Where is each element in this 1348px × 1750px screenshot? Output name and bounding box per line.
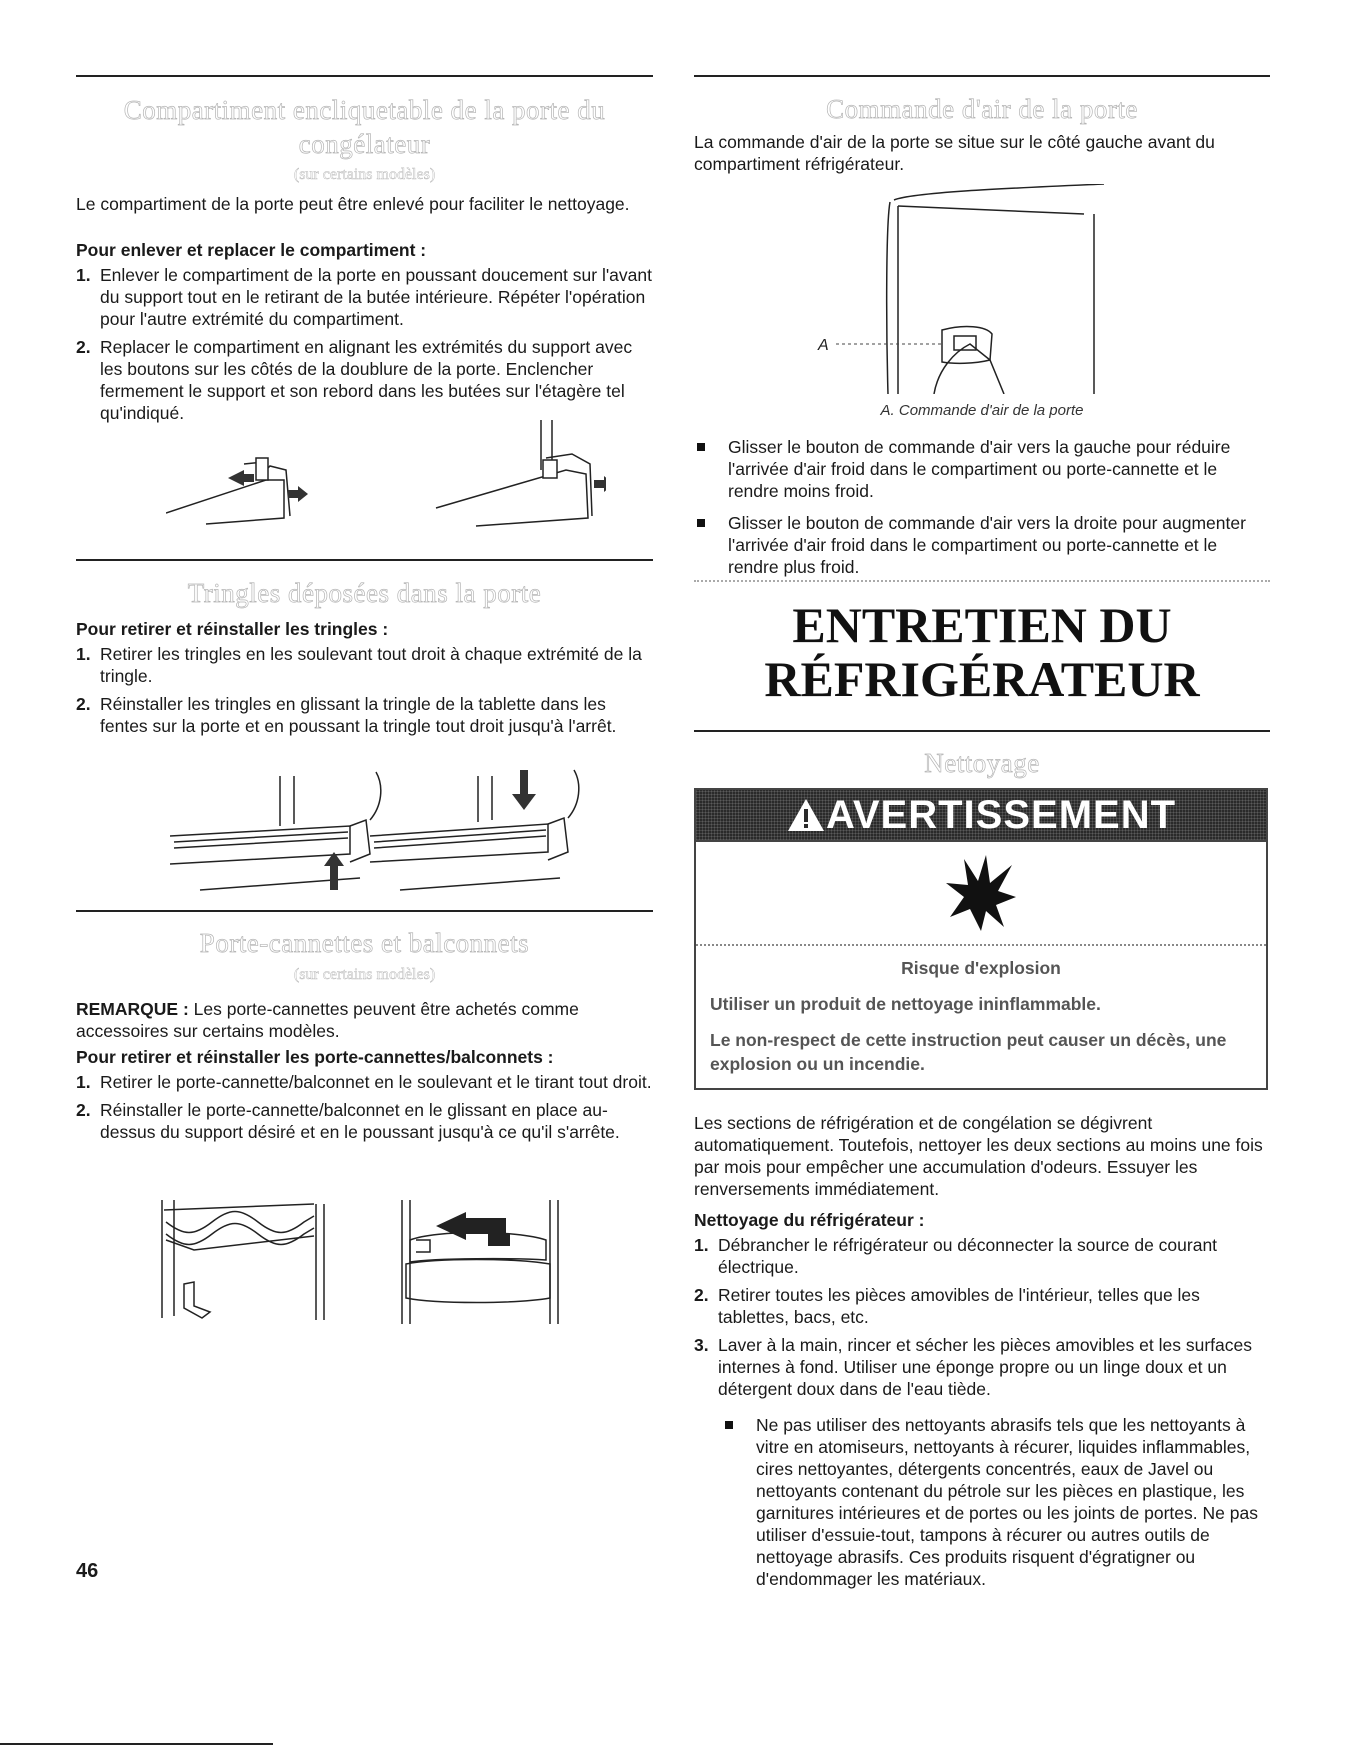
- list-item: 2. Réinstaller le porte-cannette/balconnet en le glissant en place au-dessus du support désiré et en le poussant jusqu'à ce qu'il s'arrête.: [76, 1100, 620, 1142]
- section-title-cont: congélateur: [298, 129, 431, 159]
- section-subtitle: (sur certains modèles): [293, 166, 436, 183]
- list-item: 3. Laver à la main, rincer et sécher les pièces amovibles et les surfaces internes à fond. Utiliser une éponge propre ou un linge doux et un détergent doux dans de l'eau tiède.: [694, 1335, 1252, 1399]
- warning-title: AVERTISSEMENT: [825, 792, 1177, 837]
- footer-rule: [0, 1743, 273, 1745]
- list-item: Ne pas utiliser des nettoyants abrasifs tels que les nettoyants à vitre en atomiseurs, nettoyants à récurer, liquides inflammables, cires nettoyantes, détergents concentrés, eaux de Javel ou nettoyants contenant du pétrole sur les pièces en plastique, les garnitures intérieures et de portes ou les joints de portes. Ne pas utiliser d'essuie-tout, tampons à récurer ou autres outils de nettoyage abrasifs. Ces produits risquent d'égratigner ou d'endommager les matériaux.: [722, 1414, 1270, 1590]
- section-title: Commande d'air de la porte: [826, 94, 1138, 124]
- list-item: 2. Replacer le compartiment en alignant les extrémités du support avec les boutons sur les côtés de la doublure de la porte. Enclencher fermement le support et son rebord dans les butées sur l'étagère tel qu'indiqué.: [76, 337, 633, 423]
- section-title: Compartiment encliquetable de la porte du: [123, 95, 606, 125]
- steps-list: [76, 643, 653, 743]
- warning-text: [696, 946, 1266, 1088]
- door-rail-illustration: [170, 766, 590, 896]
- section-intro: La commande d'air de la porte se situe sur le côté gauche avant du compartiment réfrigérateur.: [694, 132, 1215, 174]
- steps-list: [76, 1071, 653, 1149]
- chapter-title: ENTRETIEN DU: [792, 597, 1172, 653]
- section-divider: [694, 730, 1270, 732]
- warning-header: [696, 790, 1266, 840]
- remark: REMARQUE : Les porte-cannettes peuvent être achetés comme accessoires sur certains modèles.: [76, 999, 579, 1041]
- warning-risk: Risque d'explosion: [901, 958, 1061, 978]
- list-item: 1. Retirer le porte-cannette/balconnet en le soulevant et le tirant tout droit.: [76, 1072, 652, 1092]
- section-title: Nettoyage: [924, 748, 1040, 778]
- warning-line: Utiliser un produit de nettoyage ininflammable.: [710, 994, 1101, 1014]
- list-item: 1. Débrancher le réfrigérateur ou déconnecter la source de courant électrique.: [694, 1235, 1218, 1277]
- section-subtitle: (sur certains modèles): [293, 966, 436, 983]
- section-heading: Pour retirer et réinstaller les porte-cannettes/balconnets :: [76, 1047, 554, 1067]
- page-number: 46: [76, 1560, 99, 1582]
- section-heading: Nettoyage du réfrigérateur :: [694, 1210, 925, 1230]
- dotted-divider: [694, 580, 1270, 582]
- section-divider: [76, 75, 653, 77]
- section-title: Tringles déposées dans la porte: [187, 578, 542, 608]
- bullet-icon: [725, 1421, 733, 1429]
- list-item: Glisser le bouton de commande d'air vers la droite pour augmenter l'arrivée d'air froid dans le compartiment ou porte-cannette et le rendre plus froid.: [694, 512, 1270, 578]
- list-item: 1. Enlever le compartiment de la porte en poussant doucement sur l'avant du support tout en le retirant de la butée intérieure. Répéter l'opération pour l'autre extrémité du compartiment.: [76, 265, 652, 329]
- warning-triangle-icon: [786, 797, 826, 833]
- warning-line: Le non-respect de cette instruction peut causer un décès, une explosion ou un incendie.: [710, 1030, 1227, 1074]
- chapter-title-cont: RÉFRIGÉRATEUR: [764, 651, 1200, 707]
- can-rack-illustration: [154, 1200, 364, 1325]
- bullet-list: [694, 436, 1270, 588]
- section-heading: Pour retirer et réinstaller les tringles :: [76, 619, 389, 639]
- section-intro: Le compartiment de la porte peut être enlevé pour faciliter le nettoyage.: [76, 194, 630, 214]
- section-intro: Les sections de réfrigération et de congélation se dégivrent automatiquement. Toutefois, nettoyer les deux sections au moins une fois par mois pour empêcher une accumulation d'odeurs. Essuyer les renversements immédiatement.: [694, 1113, 1263, 1199]
- sub-bullet-list: [722, 1414, 1270, 1600]
- steps-list: [694, 1234, 1270, 1406]
- section-heading: Pour enlever et replacer le compartiment :: [76, 240, 427, 260]
- steps-list: [76, 264, 653, 430]
- bullet-icon: [697, 443, 705, 451]
- section-title: Porte-cannettes et balconnets: [199, 928, 530, 958]
- list-item: Glisser le bouton de commande d'air vers la gauche pour réduire l'arrivée d'air froid dans le compartiment ou porte-cannette et le rendre moins froid.: [694, 436, 1270, 502]
- figure-caption: A. Commande d'air de la porte: [880, 402, 1084, 419]
- balconnet-illustration: [396, 1200, 576, 1325]
- warning-box: [694, 788, 1268, 1090]
- explosion-icon: [946, 853, 1016, 933]
- warning-symbol-area: [696, 840, 1266, 946]
- list-item: 1. Retirer les tringles en les soulevant tout droit à chaque extrémité de la tringle.: [76, 644, 642, 686]
- list-item: 2. Retirer toutes les pièces amovibles de l'intérieur, telles que les tablettes, bacs, etc.: [694, 1285, 1200, 1327]
- section-divider: [76, 910, 653, 912]
- figure-label: A: [818, 337, 829, 354]
- section-divider: [694, 75, 1270, 77]
- bullet-icon: [697, 519, 705, 527]
- door-bin-illustration: [166, 418, 606, 538]
- section-divider: [76, 559, 653, 561]
- list-item: 2. Réinstaller les tringles en glissant la tringle de la tablette dans les fentes sur la porte et en poussant la tringle tout droit jusqu'à l'arrêt.: [76, 694, 617, 736]
- air-control-illustration: [814, 184, 1154, 394]
